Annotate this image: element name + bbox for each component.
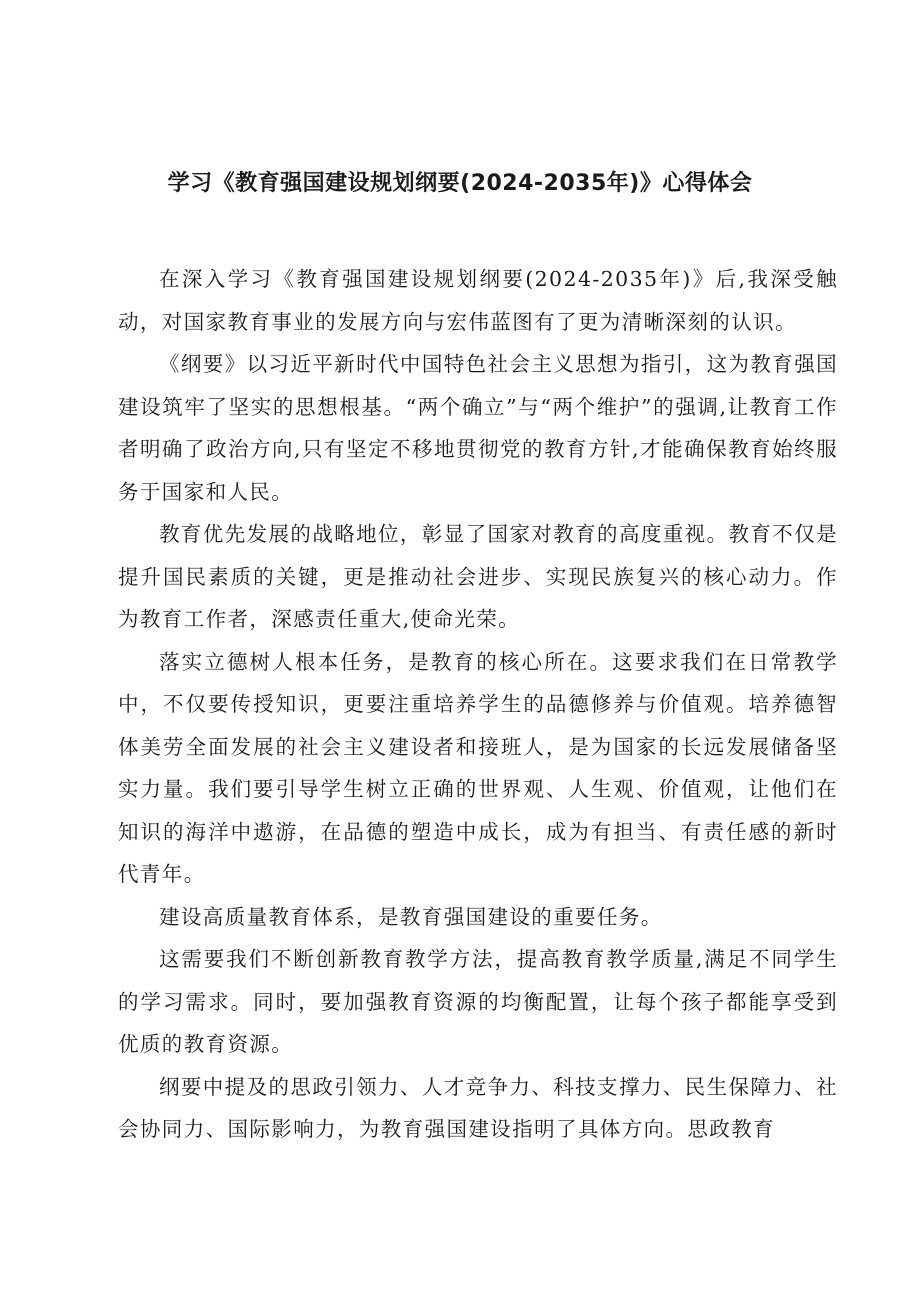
paragraph: 建设高质量教育体系，是教育强国建设的重要任务。 xyxy=(159,904,663,929)
paragraph: 教育优先发展的战略地位，彰显了国家对教育的高度重视。教育不仅是提升国民素质的关键，更是推动社会进步、实现民族复兴的核心动力。作为教育工作者，深感责任重大,使命光荣。 xyxy=(118,522,838,631)
paragraph: 纲要中提及的思政引领力、人才竞争力、科技支撑力、民生保障力、社会协同力、国际影响力，为教育强国建设指明了具体方向。思政教育 xyxy=(118,1074,838,1141)
document-title: 学习《教育强国建设规划纲要(2024-2035年)》心得体会 xyxy=(167,171,753,196)
paragraph: 这需要我们不断创新教育教学方法，提高教育教学质量,满足不同学生的学习需求。同时，要加强教育资源的均衡配置，让每个孩子都能享受到优质的教育资源。 xyxy=(118,947,838,1056)
document-body xyxy=(118,258,838,1151)
paragraph: 《纲要》以习近平新时代中国特色社会主义思想为指引，这为教育强国建设筑牢了坚实的思想根基。“两个确立”与“两个维护”的强调,让教育工作者明确了政治方向,只有坚定不移地贯彻党的教育方针,才能确保教育始终服务于国家和人民。 xyxy=(118,352,838,504)
paragraph: 落实立德树人根本任务，是教育的核心所在。这要求我们在日常教学中，不仅要传授知识，更要注重培养学生的品德修养与价值观。培养德智体美劳全面发展的社会主义建设者和接班人，是为国家的长远发展储备坚实力量。我们要引导学生树立正确的世界观、人生观、价值观，让他们在知识的海洋中遨游，在品德的塑造中成长，成为有担当、有责任感的新时代青年。 xyxy=(118,649,838,886)
paragraph: 在深入学习《教育强国建设规划纲要(2024-2035年)》后,我深受触动，对国家教育事业的发展方向与宏伟蓝图有了更为清晰深刻的认识。 xyxy=(118,267,838,334)
